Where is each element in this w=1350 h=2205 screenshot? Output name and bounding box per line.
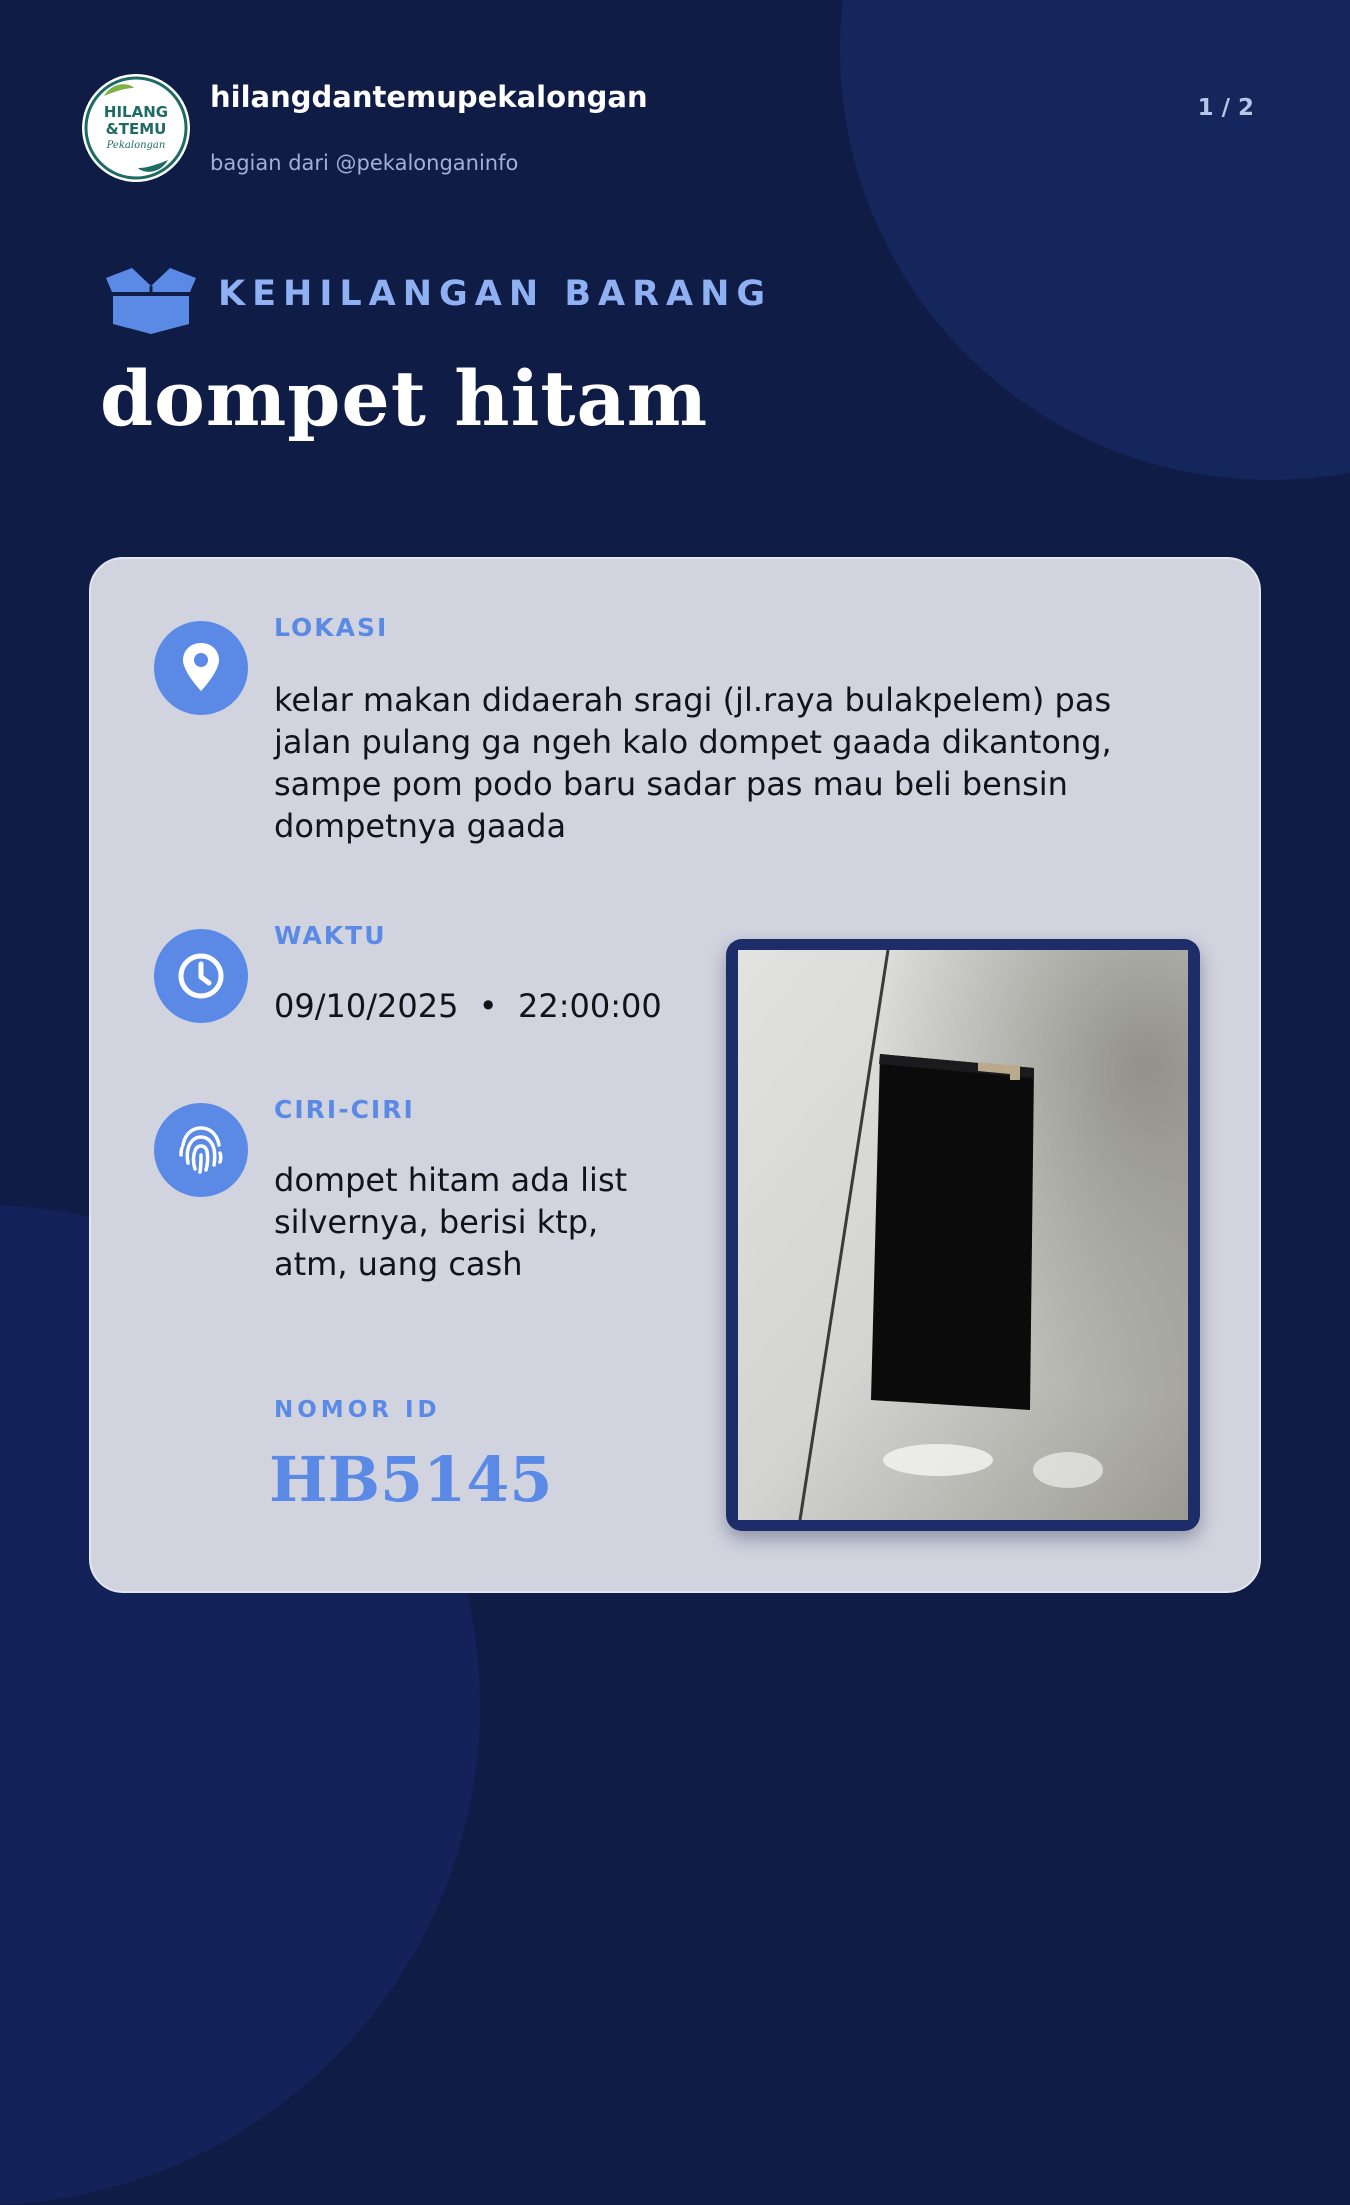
open-box-icon [104, 266, 198, 336]
logo-text-line1: HILANG [103, 103, 169, 121]
account-subtitle: bagian dari @pekalonganinfo [210, 151, 519, 175]
time-label: WAKTU [274, 921, 387, 950]
account-name[interactable]: hilangdantemupekalongan [210, 80, 648, 114]
account-avatar[interactable] [82, 74, 190, 182]
logo-text-script: Pekalongan [106, 140, 166, 151]
logo-text-line2: &TEMU [105, 120, 167, 138]
background-circle-top [840, 0, 1350, 480]
location-label: LOKASI [274, 613, 389, 642]
item-photo[interactable] [738, 950, 1188, 1520]
id-label: NOMOR ID [274, 1397, 441, 1423]
detail-card [89, 557, 1261, 1593]
page-indicator: 1 / 2 [1197, 95, 1254, 121]
location-value: kelar makan didaerah sragi (jl.raya bulakpelem) pas jalan pulang ga ngeh kalo dompet gaada dikantong, sampe pom podo baru sadar pas mau beli bensin dompetnya gaada [274, 681, 1112, 845]
features-value: dompet hitam ada list silvernya, berisi ktp, atm, uang cash [274, 1161, 628, 1283]
item-photo-frame[interactable] [726, 939, 1200, 1531]
category-label: KEHILANGAN BARANG [218, 274, 773, 314]
item-title: dompet hitam [100, 354, 709, 443]
id-value: HB5145 [269, 1443, 553, 1516]
clock-icon [154, 929, 248, 1023]
location-pin-icon [154, 621, 248, 715]
features-label: CIRI-CIRI [274, 1095, 415, 1124]
leaf-logo-icon [82, 74, 190, 182]
time-value: 09/10/2025 • 22:00:00 [274, 987, 662, 1025]
fingerprint-icon [154, 1103, 248, 1197]
